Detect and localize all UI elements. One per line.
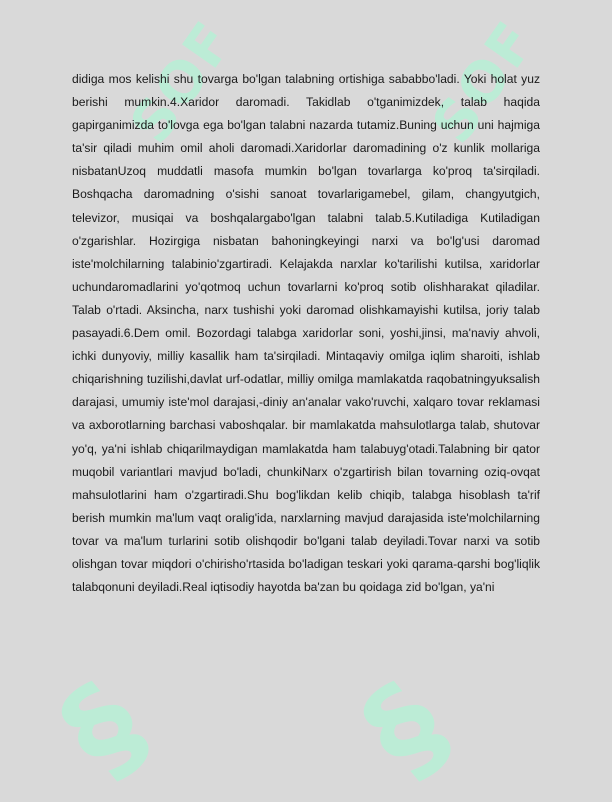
watermark-logo-top-left: SOF	[118, 9, 248, 156]
watermark-glyph-bottom-right: §	[338, 656, 474, 802]
document-body-text: didiga mos kelishi shu tovarga bo'lgan talabning ortishiga sababbo'ladi. Yoki holat yuz berishi mumkin.4.Xaridor daromadi. Takidlab o'tganimizdek, talab haqida gapirganimizda to'lovga ega bo'lgan talabni nazarda tutamiz.Buning uchun uni hajmiga ta'sir qiladi muhim omil aholi daromadi.Xaridorlar daromadining o'z kunlik mollariga nisbatanUzoq muddatli masofa mumkin bo'lgan tovarlarga ko'proq ta'sirqiladi. Boshqacha daromadning o'sishi sanoat tovarlarigamebel, gilam, changyutgich, televizor, musiqai va boshqalargabo'lgan talabni talab.5.Kutiladiga Kutiladigan o'zgarishlar. Hozirgiga nisbatan bahoningkeyingi narxi va bo'lg'usi daromad iste'molchilarning talabinio'zgartiradi. Kelajakda narxlar ko'tarilishi kutilsa, xaridorlar uchundaromadlarini yo'qotmoq uchun tovarlarni ko'proq sotib olishharakat qiladilar. Talab o'rtadi. Aksincha, narx tushishi yoki daromad olishkamayishi kutilsa, joriy talab pasayadi.6.Dem omil. Bozordagi talabga xaridorlar soni, yoshi,jinsi, ma'naviy ahvoli, ichki dunyoviy, milliy kasallik ham ta'sirqiladi. Mintaqaviy omilga iqlim sharoiti, ishlab chiqarishning tuzilishi,davlat urf-odatlar, milliy omilga mamlakatda raqobatningyuksalish darajasi, umumiy iste'mol darajasi,-diniy an'analar vako'ruvchi, xalqaro tovar reklamasi va axborotlarning barchasi vaboshqalar. bir mamlakatda mahsulotlarga talab, shutovar yo'q, ya'ni ishlab chiqarilmaydigan mamlakatda ham talabuyg'otadi.Talabning bir qator muqobil variantlari mavjud bo'ladi, chunkiNarx o'zgartirish bilan tovarning oziq-ovqat mahsulotlarini ham o'zgartiradi.Shu bog'likdan kelib chiqib, talabga hisoblash ta'rif berish mumkin ma'lum vaqt oralig'ida, narxlarning mavjud darajasida iste'molchilarning tovar va ma'lum turlarini sotib olishqodir bo'lgani talab deyiladi.Tovar narxi va sotib olishgan tovar miqdori o'chirisho'rtasida bo'ladigan teskari yoki qarama-qarshi bog'liqlik talabqonuni deyiladi.Real iqtisodiy hayotda ba'zan bu qoidaga zid bo'lgan, ya'ni	[72, 72, 540, 595]
watermark-glyph-bottom-left: §	[36, 656, 172, 802]
watermark-logo-top-right: SOF	[420, 9, 550, 156]
